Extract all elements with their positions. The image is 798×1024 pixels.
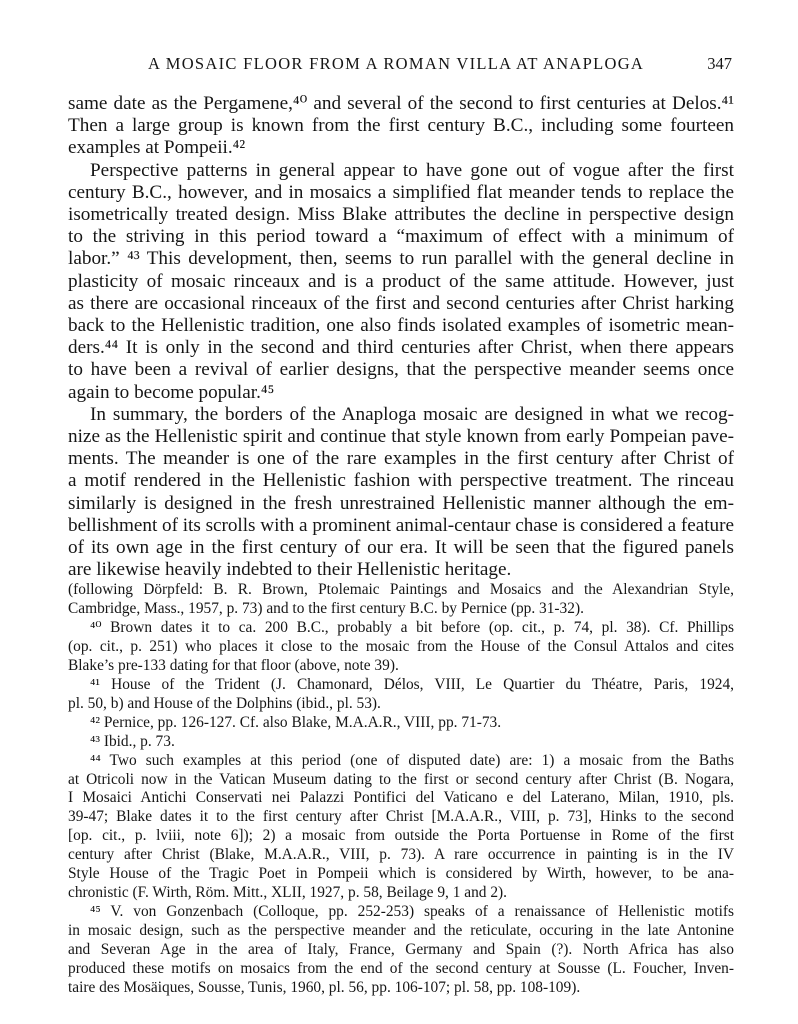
footnote-line: ⁴¹ House of the Trident (J. Chamonard, Délos, VIII, Le Quartier du Théatre, Paris, 1924, [90,675,734,693]
footnote-line: 39-47; Blake dates it to the first century after Christ [M.A.A.R., VIII, p. 73], Hinks to the second [68,808,734,826]
body-line: bellishment of its scrolls with a prominent animal-centaur chase is considered a feature [68,514,734,536]
body-line: of its own age in the first century of our era. It will be seen that the figured panels [68,537,734,558]
footnote-line: ⁴³ Ibid., p. 73. [90,732,175,750]
footnote-line: Cambridge, Mass., 1957, p. 73) and to the first century B.C. by Pernice (pp. 31-32). [68,599,584,617]
body-line: are likewise heavily indebted to their Hellenistic heritage. [68,559,512,581]
page-number: 347 [707,54,732,73]
body-line: Perspective patterns in general appear to have gone out of vogue after the first [90,159,734,181]
running-header [68,54,732,78]
body-line: ders.⁴⁴ It is only in the second and third centuries after Christ, when there appears [68,337,734,359]
body-line: same date as the Pergamene,⁴⁰ and several of the second to first centuries at Delos.⁴¹ [68,93,734,114]
body-line: isometrically treated design. Miss Blake attributes the decline in perspective design [68,204,734,225]
footnote-line: (following Dörpfeld: B. R. Brown, Ptolemaic Paintings and Mosaics and the Alexandrian Style, [68,581,734,598]
footnote-line: century after Christ (Blake, M.A.A.R., VIII, p. 73). A rare occurrence in painting is in the IV [68,846,734,864]
running-title: A MOSAIC FLOOR FROM A ROMAN VILLA AT ANAPLOGA [148,54,645,73]
body-line: century B.C., however, and in mosaics a simplified flat meander tends to replace the [68,181,734,203]
footnote-line: ⁴² Pernice, pp. 126-127. Cf. also Blake, M.A.A.R., VIII, pp. 71-73. [90,713,502,731]
footnote-line: I Mosaici Antichi Conservati nei Palazzi Pontifici del Vaticano e del Laterano, Milan, 1910, pls. [68,789,734,807]
body-line: Then a large group is known from the first century B.C., including some fourteen [68,115,734,137]
body-line: ments. The meander is one of the rare examples in the first century after Christ of [68,448,734,470]
footnote-line: Blake’s pre-133 dating for that floor (above, note 39). [68,656,399,674]
body-line: a motif rendered in the Hellenistic fashion with perspective treatment. The rinceau [68,470,734,492]
footnote-line: pl. 50, b) and House of the Dolphins (ibid., pl. 53). [68,694,381,712]
body-line: as there are occasional rinceaux of the first and second centuries after Christ harking [68,292,734,314]
body-line: In summary, the borders of the Anaploga mosaic are designed in what we recog- [90,403,734,425]
footnote-line: and Severan Age in the area of Italy, France, Germany and Spain (?). North Africa has also [68,941,734,959]
footnote-line: produced these motifs on mosaics from the end of the second century at Sousse (L. Foucher, Inven- [68,960,734,977]
body-line: labor.” ⁴³ This development, then, seems to run parallel with the general decline in [68,248,734,270]
body-line: similarly is designed in the fresh unrestrained Hellenistic manner although the em- [68,492,734,514]
footnote-line: in mosaic design, such as the perspective meander and the reticulate, occuring in the late Antonine [68,922,734,940]
footnote-line: at Otricoli now in the Vatican Museum dating to the first or second century after Christ (B. Nogara, [68,770,734,788]
body-line: plasticity of mosaic rinceaux and is a product of the same attitude. However, just [68,270,734,292]
body-line: again to become popular.⁴⁵ [68,381,275,403]
footnote-line: chronistic (F. Wirth, Röm. Mitt., XLII, 1927, p. 58, Beilage 9, 1 and 2). [68,884,508,902]
footnote-line: ⁴⁴ Two such examples at this period (one of disputed date) are: 1) a mosaic from the Baths [90,751,734,769]
body-line: to the striving in this period toward a “maximum of effect with a minimum of [68,226,734,248]
footnote-line: (op. cit., p. 251) who places it close to the mosaic from the House of the Consul Attalos and cites [68,637,734,655]
body-line: back to the Hellenistic tradition, one also finds isolated examples of isometric mean- [68,315,734,336]
body-line: to have been a revival of earlier designs, that the perspective meander seems once [68,359,734,381]
footnote-line: ⁴⁰ Brown dates it to ca. 200 B.C., probably a bit before (op. cit., p. 74, pl. 38). Cf. Phillips [90,618,734,636]
body-line: examples at Pompeii.⁴² [68,137,246,159]
body-line: nize as the Hellenistic spirit and continue that style known from early Pompeian pave- [68,426,734,447]
footnote-line: [op. cit., p. lviii, note 6]); 2) a mosaic from outside the Porta Portuense in Rome of the first [68,827,734,845]
footnote-line: taire des Mosäiques, Sousse, Tunis, 1960, pl. 56, pp. 106-107; pl. 58, pp. 108-109). [68,978,581,996]
footnote-line: ⁴⁵ V. von Gonzenbach (Colloque, pp. 252-253) speaks of a renaissance of Hellenistic motifs [90,903,734,921]
footnote-line: Style House of the Tragic Poet in Pompeii which is considered by Wirth, however, to be ana- [68,865,734,883]
